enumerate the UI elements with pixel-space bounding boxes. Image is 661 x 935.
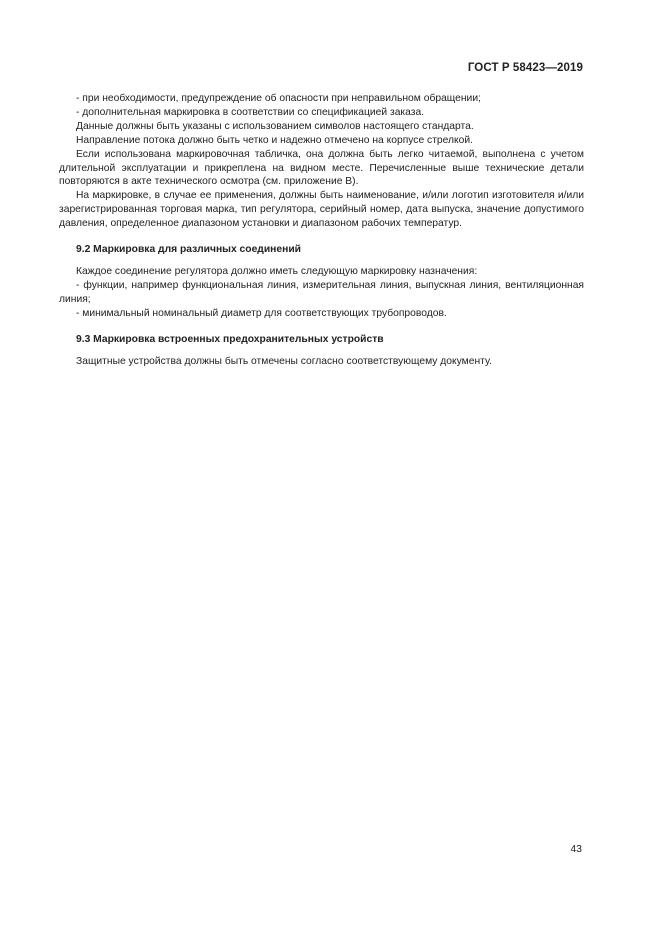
paragraph: На маркировке, в случае ее применения, должны быть наименование, и/или логотип изготовителя и/или зарегистрированная торговая марка, тип регулятора, серийный номер, дата выпуска, значение допустимого давления, определенное диапазоном установки и диапазоном рабочих температур. — [59, 190, 584, 230]
page-number: 43 — [570, 844, 582, 855]
list-item: - функции, например функциональная линия, измерительная линия, выпускная линия, вентиляционная линия; — [59, 279, 584, 305]
paragraph: Направление потока должно быть четко и надежно отмечено на корпусе стрелкой. — [76, 134, 473, 146]
paragraph: Если использована маркировочная табличка, она должна быть легко читаемой, выполнена с учетом длительной эксплуатации и прикреплена на видном месте. Перечисленные выше технические детали повторяются в акте технического осмотра (см. приложение В). — [59, 148, 584, 188]
paragraph: Каждое соединение регулятора должно иметь следующую маркировку назначения: — [76, 265, 478, 277]
list-item: - при необходимости, предупреждение об опасности при неправильном обращении; — [76, 93, 481, 104]
section-heading-9-3: 9.3 Маркировка встроенных предохранительных устройств — [76, 333, 384, 345]
paragraph: Данные должны быть указаны с использованием символов настоящего стандарта. — [76, 120, 474, 132]
page-body — [59, 92, 584, 368]
list-item: - дополнительная маркировка в соответствии со спецификацией заказа. — [76, 106, 425, 118]
document-header-id: ГОСТ Р 58423—2019 — [467, 62, 583, 74]
list-item: - минимальный номинальный диаметр для соответствующих трубопроводов. — [76, 307, 447, 319]
section-heading-9-2: 9.2 Маркировка для различных соединений — [76, 244, 301, 256]
paragraph: Защитные устройства должны быть отмечены согласно соответствующему документу. — [76, 355, 492, 367]
